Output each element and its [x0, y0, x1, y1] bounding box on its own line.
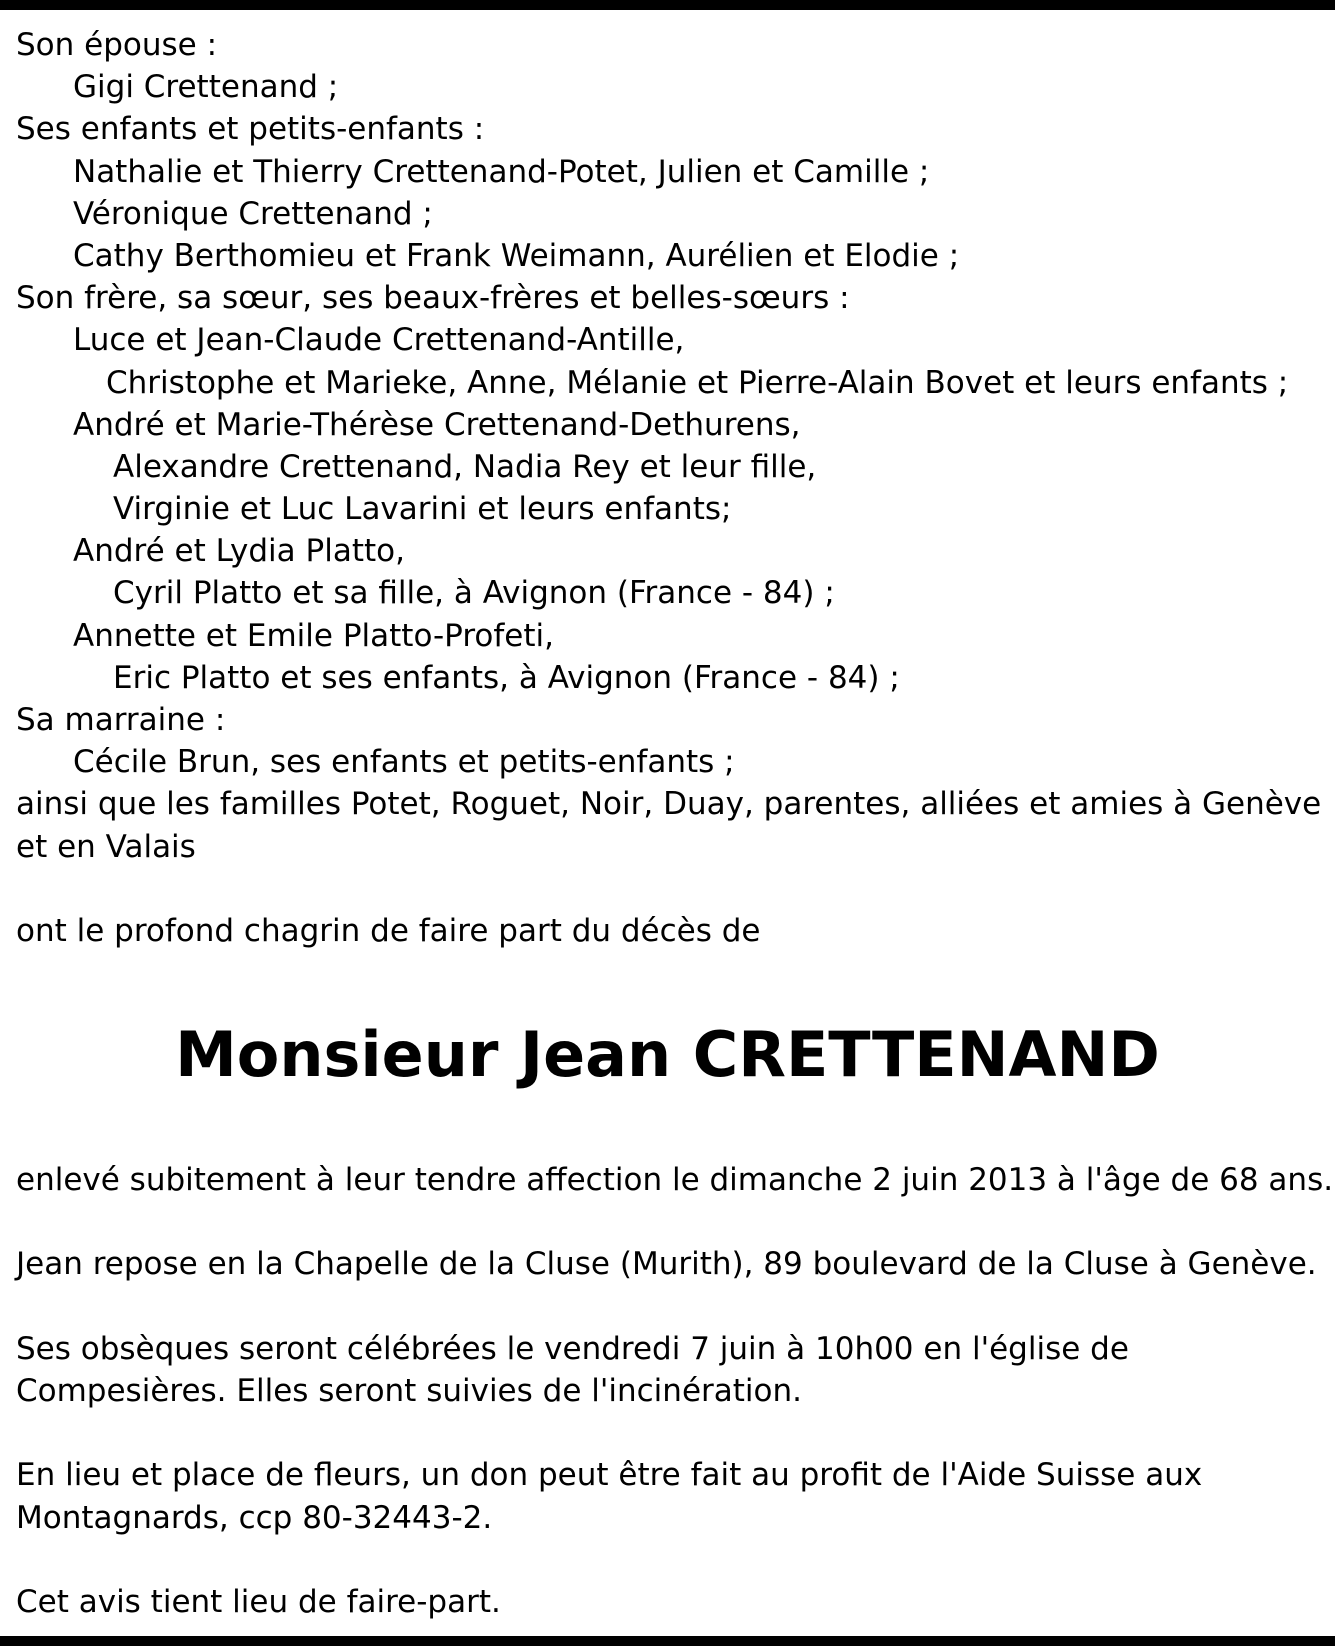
- family-list: [16, 24, 1322, 952]
- sibling-entry: André et Marie-Thérèse Crettenand-Dethurens,: [73, 406, 801, 443]
- top-border-rule: [0, 0, 1335, 10]
- spouse-heading: Son épouse :: [16, 27, 218, 63]
- child-entry: Véronique Crettenand ;: [73, 195, 433, 232]
- spouse-name: Gigi Crettenand ;: [73, 69, 339, 106]
- other-families-line: et en Valais: [16, 828, 196, 865]
- sibling-descendants: Alexandre Crettenand, Nadia Rey et leur fille,: [113, 448, 817, 485]
- sibling-entry: Luce et Jean-Claude Crettenand-Antille,: [73, 322, 685, 359]
- sibling-entry: Annette et Emile Platto-Profeti,: [73, 617, 554, 654]
- sibling-descendants: Christophe et Marieke, Anne, Mélanie et Pierre-Alain Bovet et leurs enfants ;: [106, 364, 1289, 401]
- death-details: enlevé subitement à leur tendre affection le dimanche 2 juin 2013 à l'âge de 68 ans.: [16, 1162, 1334, 1198]
- child-entry: Nathalie et Thierry Crettenand-Potet, Julien et Camille ;: [73, 153, 930, 190]
- blank-line: [16, 1201, 1316, 1243]
- deceased-name: Monsieur Jean CRETTENAND: [175, 1018, 1160, 1091]
- sibling-descendants: Virginie et Luc Lavarini et leurs enfants;: [113, 491, 732, 528]
- sibling-descendants: Eric Platto et ses enfants, à Avignon (France - 84) ;: [113, 659, 900, 696]
- children-heading: Ses enfants et petits-enfants :: [16, 111, 485, 148]
- other-families-line: ainsi que les familles Potet, Roguet, Noir, Duay, parentes, alliées et amies à Genève: [16, 786, 1322, 823]
- notice-details: [16, 1159, 1334, 1623]
- donation-details: En lieu et place de fleurs, un don peut être fait au profit de l'Aide Suisse aux: [16, 1457, 1203, 1494]
- blank-line: [16, 1286, 1316, 1328]
- funeral-details: Ses obsèques seront célébrées le vendredi 7 juin à 10h00 en l'église de: [16, 1330, 1129, 1367]
- closing-note: Cet avis tient lieu de faire-part.: [16, 1583, 501, 1620]
- blank-line: [16, 1412, 1316, 1454]
- donation-details: Montagnards, ccp 80-32443-2.: [16, 1499, 493, 1536]
- godmother-entry: Cécile Brun, ses enfants et petits-enfants ;: [73, 744, 735, 781]
- blank-line: [16, 1539, 1316, 1581]
- blank-line: [16, 868, 1316, 910]
- siblings-heading: Son frère, sa sœur, ses beaux-frères et belles-sœurs :: [16, 280, 850, 317]
- child-entry: Cathy Berthomieu et Frank Weimann, Aurélien et Elodie ;: [73, 237, 960, 274]
- godmother-heading: Sa marraine :: [16, 702, 226, 738]
- funeral-details: Compesières. Elles seront suivies de l'incinération.: [16, 1372, 802, 1409]
- sibling-entry: André et Lydia Platto,: [73, 533, 405, 570]
- announcement-text: ont le profond chagrin de faire part du décès de: [16, 912, 761, 949]
- bottom-border-rule: [0, 1636, 1335, 1646]
- sibling-descendants: Cyril Platto et sa fille, à Avignon (France - 84) ;: [113, 575, 835, 612]
- rest-location: Jean repose en la Chapelle de la Cluse (Murith), 89 boulevard de la Cluse à Genève.: [16, 1246, 1317, 1283]
